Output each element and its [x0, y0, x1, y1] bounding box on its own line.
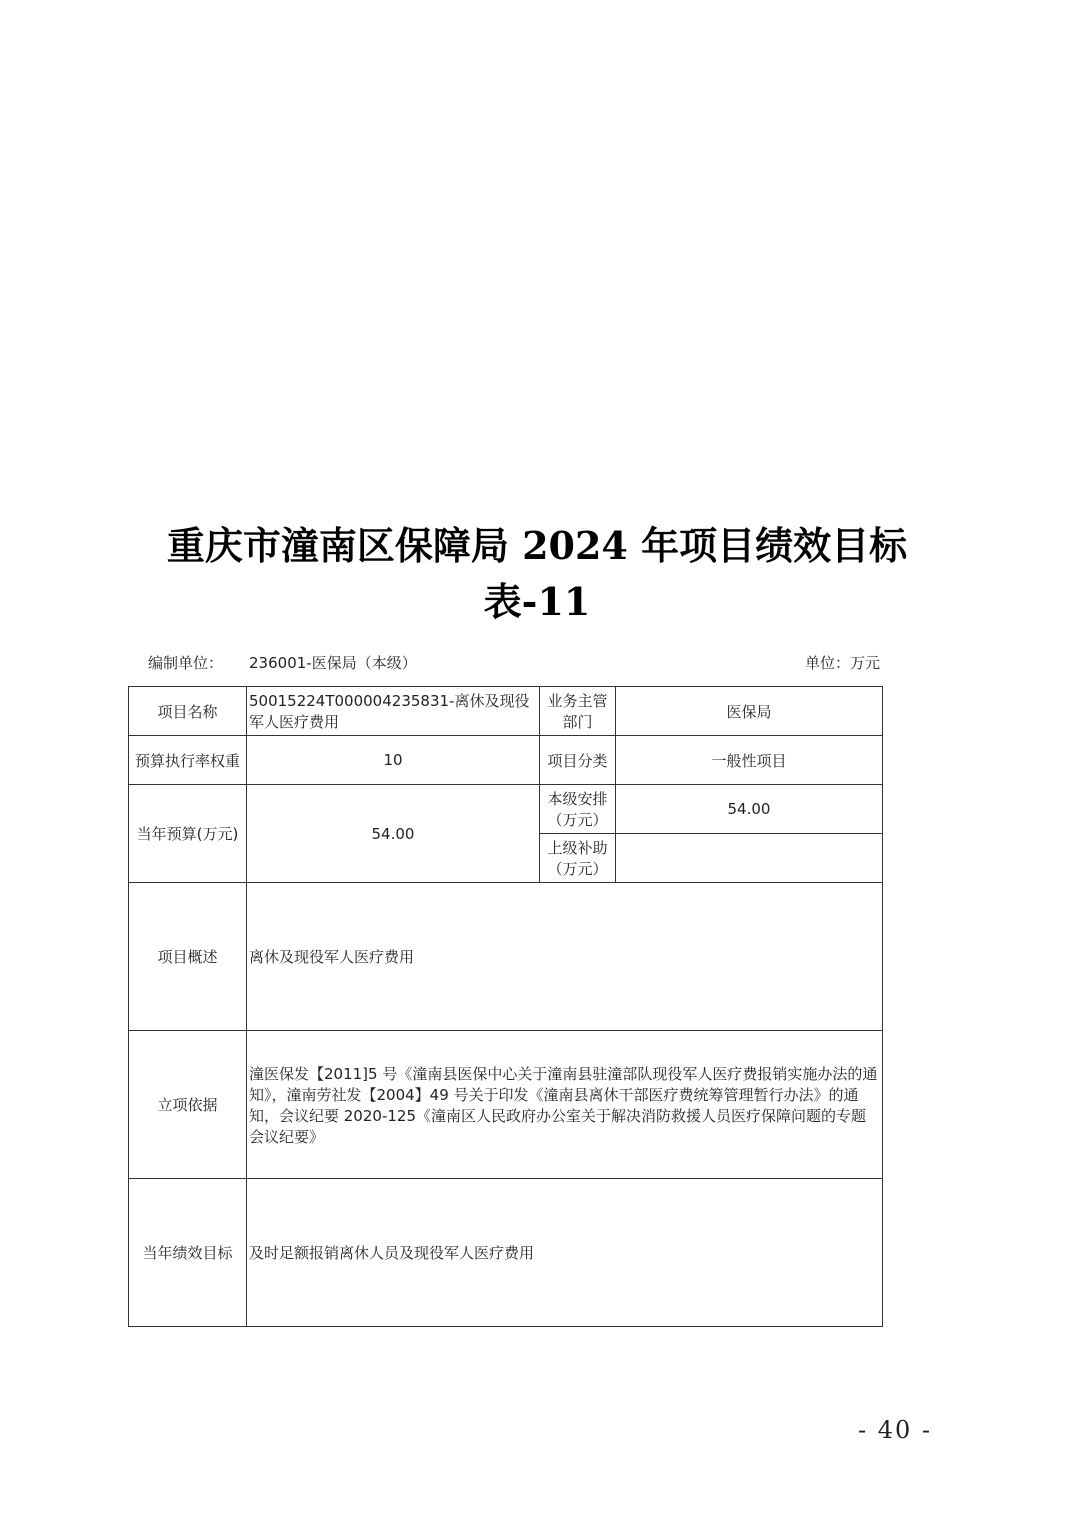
upper-subsidy-value	[616, 834, 883, 883]
category-value: 一般性项目	[616, 736, 883, 785]
basis-value: 潼医保发【2011]5 号《潼南县医保中心关于潼南县驻潼部队现役军人医疗费报销实施办法的通知》，潼南劳社发【2004】49 号关于印发《潼南县离休干部医疗费统筹管理暂行办法》的通知，会议纪要 2020-125《潼南区人民政府办公室关于解决消防救援人员医疗保障问题的专题会议纪要》	[247, 1031, 883, 1179]
basis-label: 立项依据	[129, 1031, 247, 1179]
overview-label: 项目概述	[129, 883, 247, 1031]
upper-subsidy-label: 上级补助（万元）	[540, 834, 616, 883]
project-name-value: 50015224T000004235831-离休及现役军人医疗费用	[247, 687, 540, 736]
goal-value: 及时足额报销离休人员及现役军人医疗费用	[247, 1179, 883, 1327]
page-number: - 40 -	[858, 1416, 933, 1444]
currency-unit: 单位：万元	[804, 654, 880, 672]
dept-value: 医保局	[616, 687, 883, 736]
title-line-1: 重庆市潼南区保障局 2024 年项目绩效目标	[166, 523, 908, 568]
table-row	[129, 1031, 883, 1179]
budget-weight-value: 10	[247, 736, 540, 785]
annual-budget-label: 当年预算(万元)	[129, 785, 247, 883]
table-row	[129, 1179, 883, 1327]
overview-value: 离休及现役军人医疗费用	[247, 883, 883, 1031]
budget-weight-label: 预算执行率权重	[129, 736, 247, 785]
document-title	[0, 518, 1074, 630]
annual-budget-value: 54.00	[247, 785, 540, 883]
goal-label: 当年绩效目标	[129, 1179, 247, 1327]
project-name-label: 项目名称	[129, 687, 247, 736]
compiling-unit	[148, 652, 417, 673]
compiling-unit-label: 编制单位：	[148, 654, 224, 672]
local-arrange-value: 54.00	[616, 785, 883, 834]
title-line-2: 表-11	[483, 579, 591, 624]
table-row	[129, 785, 883, 834]
table-row	[129, 883, 883, 1031]
dept-label: 业务主管部门	[540, 687, 616, 736]
compiling-unit-value: 236001-医保局（本级）	[249, 654, 417, 672]
table-row	[129, 687, 883, 736]
category-label: 项目分类	[540, 736, 616, 785]
table-row	[129, 736, 883, 785]
local-arrange-label: 本级安排（万元）	[540, 785, 616, 834]
performance-target-table	[128, 686, 883, 1327]
